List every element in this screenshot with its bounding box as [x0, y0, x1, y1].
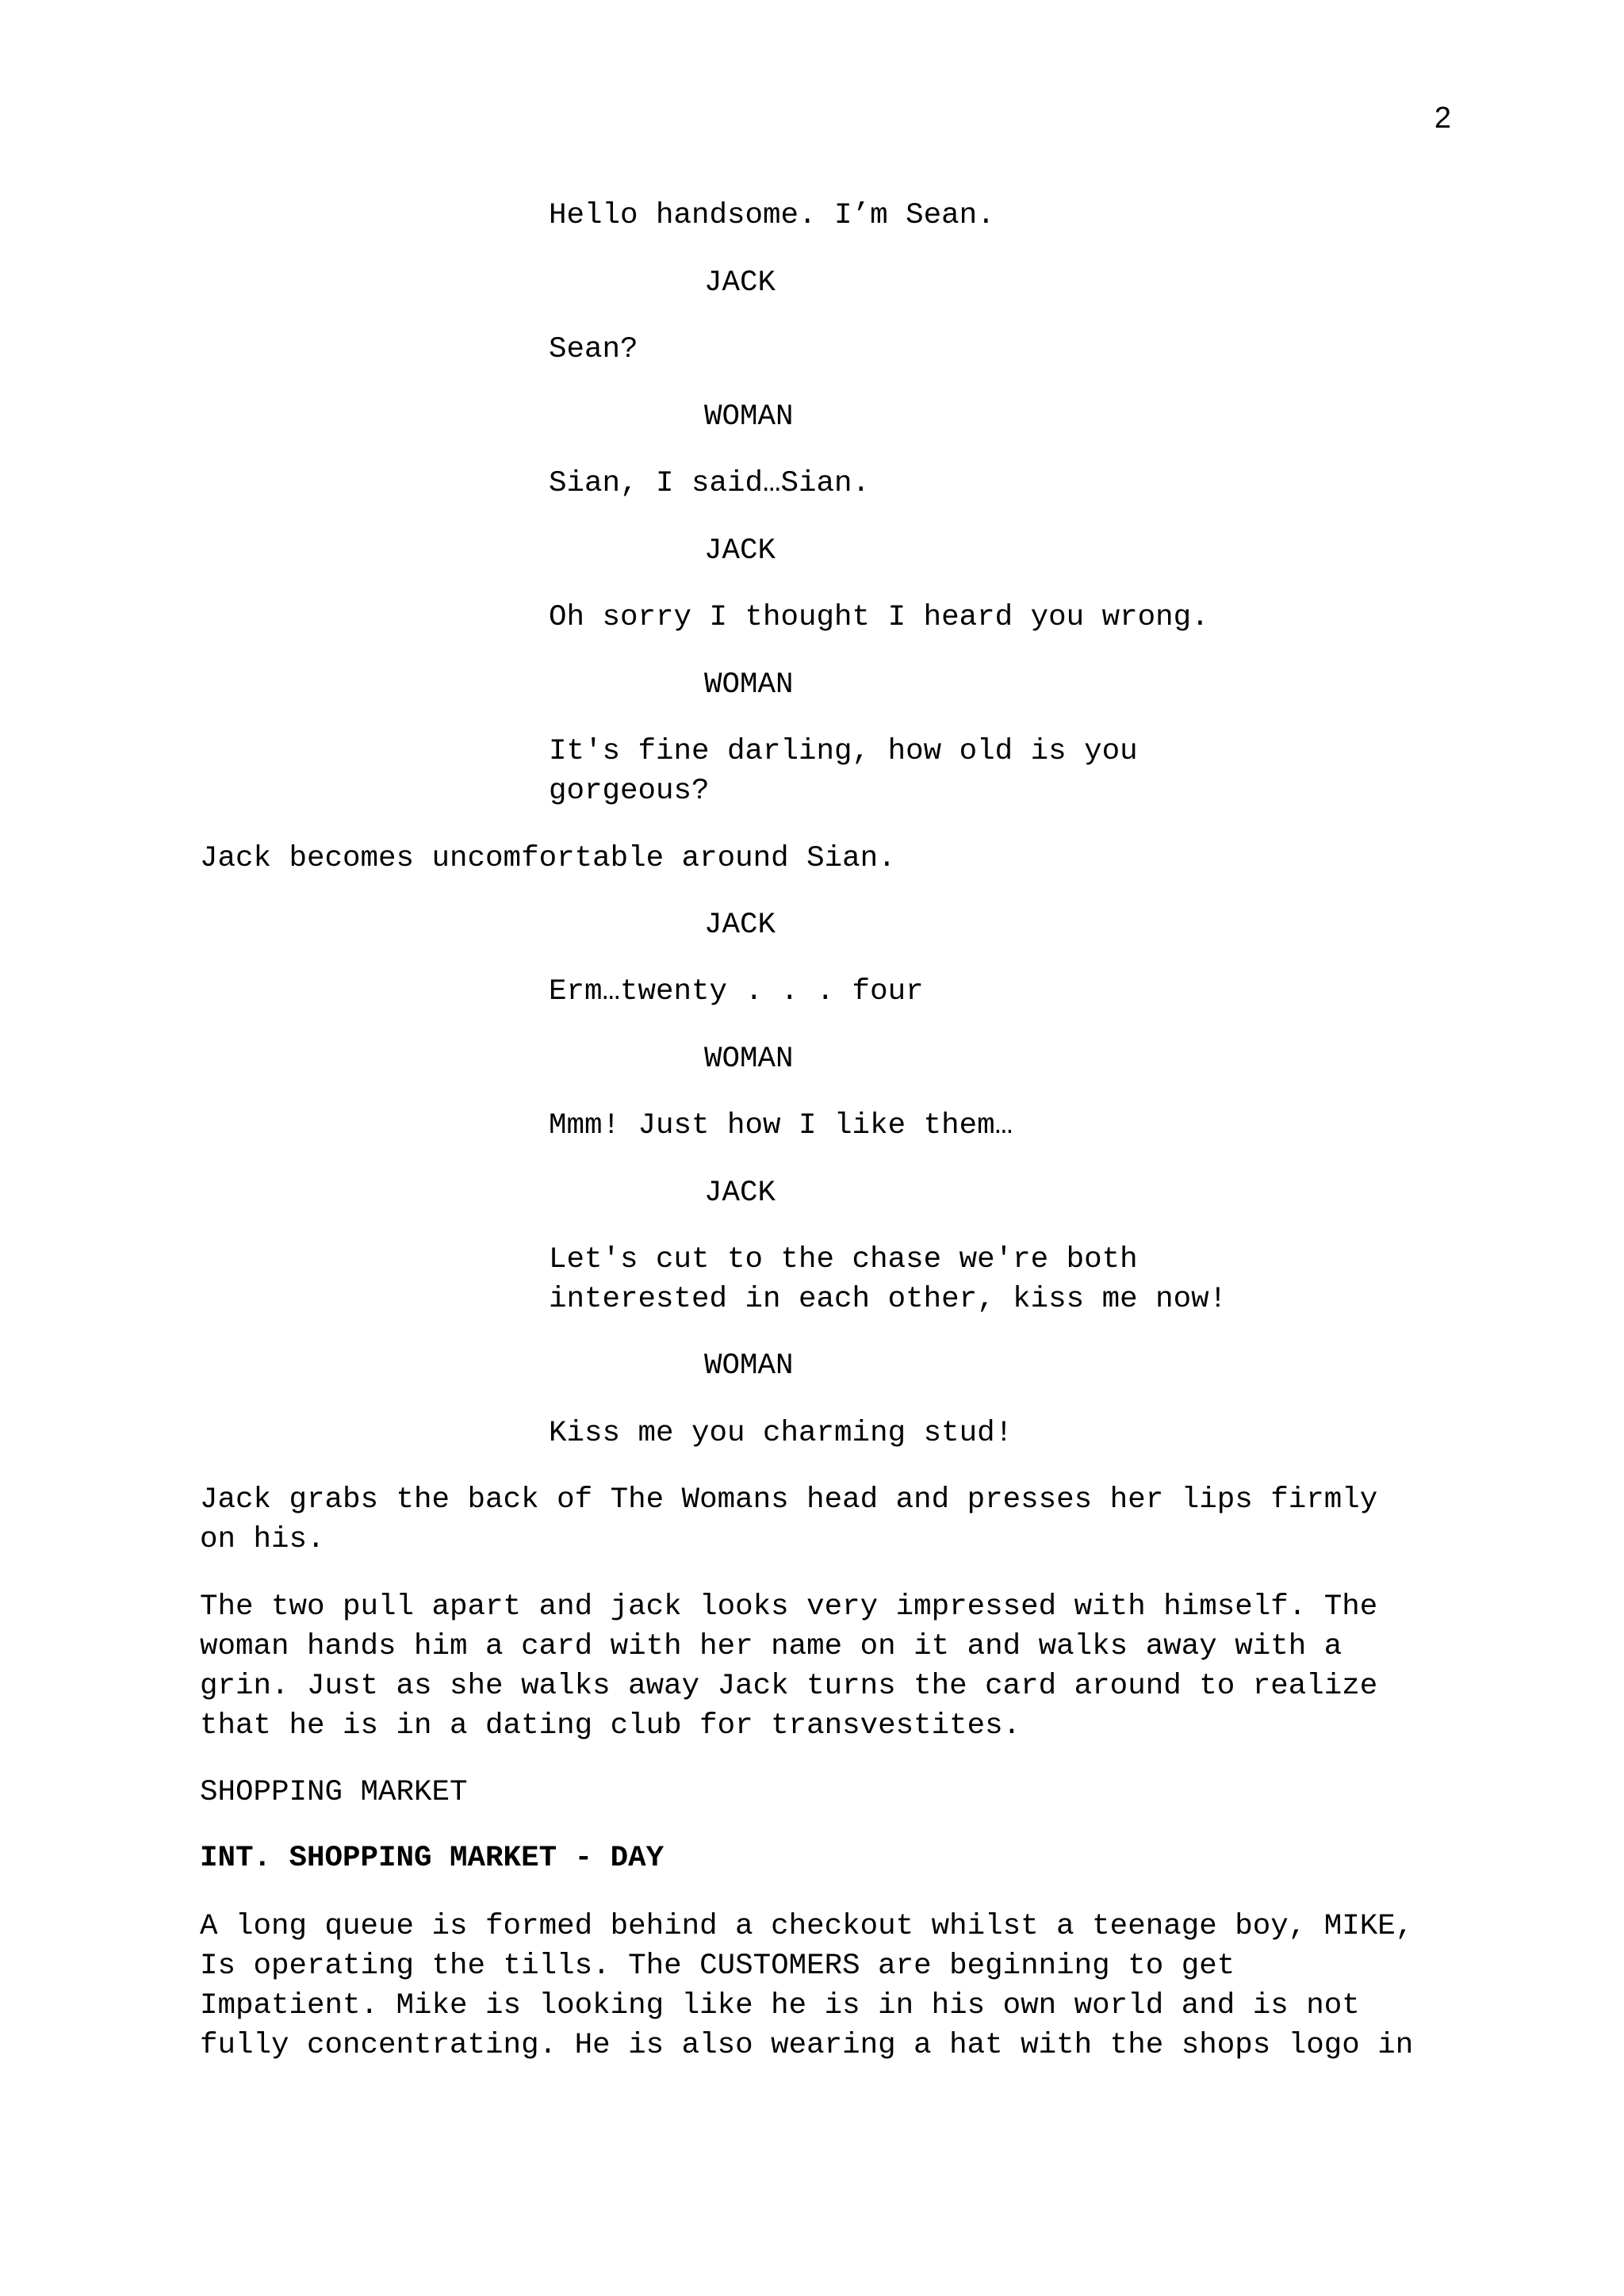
scene-heading: INT. SHOPPING MARKET - DAY: [200, 1842, 665, 1875]
character-name: JACK: [704, 1177, 776, 1210]
dialogue-line: Sean?: [549, 333, 638, 366]
character-name: WOMAN: [704, 1043, 794, 1076]
character-name: JACK: [704, 534, 776, 568]
dialogue-line: Mmm! Just how I like them…: [549, 1109, 1013, 1142]
dialogue-line: Kiss me you charming stud!: [549, 1417, 1013, 1450]
dialogue-line: Erm…twenty . . . four: [549, 975, 924, 1008]
character-name: WOMAN: [704, 1349, 794, 1383]
character-name: WOMAN: [704, 668, 794, 702]
action-line: Jack grabs the back of The Womans head and presses her lips firmly on his.: [200, 1483, 1378, 1556]
character-name: WOMAN: [704, 400, 794, 434]
dialogue-line: It's fine darling, how old is you gorgeous?: [549, 735, 1138, 808]
dialogue-line: Oh sorry I thought I heard you wrong.: [549, 601, 1209, 634]
character-name: JACK: [704, 266, 776, 300]
page-number: 2: [1434, 101, 1451, 135]
transition-line: SHOPPING MARKET: [200, 1776, 468, 1809]
action-line: Jack becomes uncomfortable around Sian.: [200, 842, 896, 875]
character-name: JACK: [704, 909, 776, 942]
action-line: A long queue is formed behind a checkout whilst a teenage boy, MIKE, Is operating the tills. The CUSTOMERS are beginning to get Impatient. Mike is looking like he is in his own world and is not fully concentrating. He is also wearing a hat with the shops logo in: [200, 1910, 1414, 2062]
dialogue-line: Sian, I said…Sian.: [549, 467, 871, 500]
action-line: The two pull apart and jack looks very impressed with himself. The woman hands him a card with her name on it and walks away with a grin. Just as she walks away Jack turns the card around to realize that he is in a dating club for transvestites.: [200, 1590, 1378, 1743]
dialogue-line: Hello handsome. I’m Sean.: [549, 199, 995, 232]
dialogue-line: Let's cut to the chase we're both interested in each other, kiss me now!: [549, 1243, 1228, 1316]
